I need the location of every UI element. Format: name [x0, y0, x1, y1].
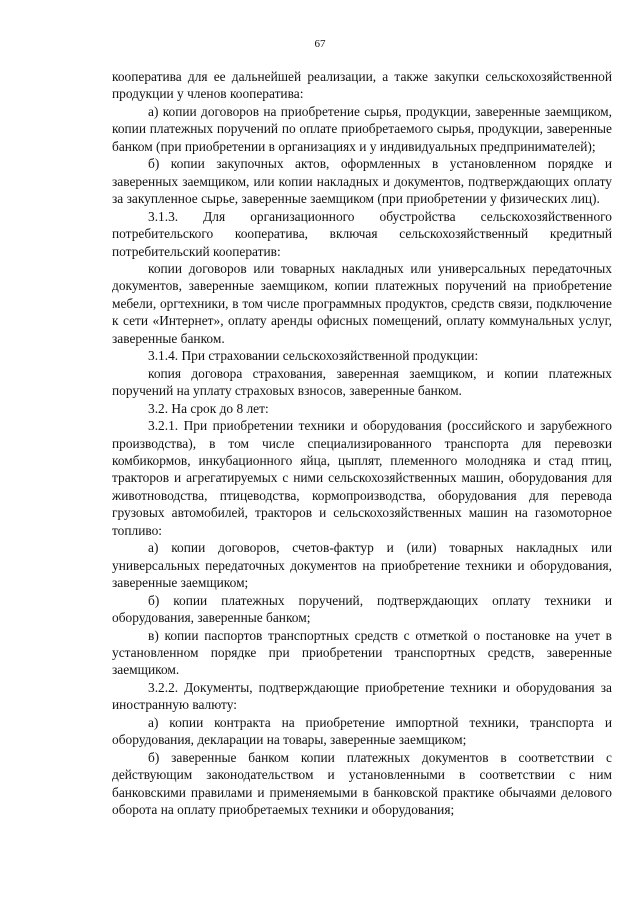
paragraph: а) копии контракта на приобретение импортной техники, транспорта и оборудования, декларации на товары, заверенные заемщиком;	[112, 714, 612, 748]
paragraph: копии договоров или товарных накладных или универсальных передаточных документов, заверенные заемщиком, копии платежных поручений на приобретение мебели, оргтехники, в том числе программных продуктов, средств связи, подключение к сети «Интернет», оплату аренды офисных помещений, оплату коммунальных услуг, заверенные банком.	[112, 260, 612, 346]
paragraph: б) копии платежных поручений, подтверждающих оплату техники и оборудования, заверенные банком;	[112, 592, 612, 626]
paragraph: 3.2.2. Документы, подтверждающие приобретение техники и оборудования за иностранную валюту:	[112, 679, 612, 713]
paragraph: а) копии договоров на приобретение сырья, продукции, заверенные заемщиком, копии платежных поручений по оплате приобретаемого сырья, продукции, заверенные банком (при приобретении в организациях и у индивидуальных предпринимателей);	[112, 103, 612, 154]
paragraph: 3.1.4. При страховании сельскохозяйственной продукции:	[148, 348, 479, 364]
paragraph: в) копии паспортов транспортных средств с отметкой о постановке на учет в установленном порядке при приобретении транспортных средств, заверенные заемщиком.	[112, 627, 612, 678]
paragraph: б) копии закупочных актов, оформленных в установленном порядке и заверенных заемщиком, или копии накладных и документов, подтверждающих оплату за закупленное сырье, заверенные заемщиком (при приобретении у физических лиц).	[112, 156, 612, 207]
document-body	[112, 68, 612, 818]
paragraph: а) копии договоров, счетов-фактур и (или) товарных накладных или универсальных передаточных документов на приобретение техники и оборудования, заверенные заемщиком;	[112, 540, 612, 591]
paragraph: 3.1.3. Для организационного обустройства сельскохозяйственного потребительского кооператива, включая сельскохозяйственный кредитный потребительский кооператив:	[112, 208, 612, 259]
paragraph: 3.2. На срок до 8 лет:	[148, 400, 269, 416]
paragraph: кооператива для ее дальнейшей реализации, а также закупки сельскохозяйственной продукции у членов кооператива:	[112, 69, 612, 102]
paragraph: 3.2.1. При приобретении техники и оборудования (российского и зарубежного производства), в том числе специализированного транспорта для перевозки комбикормов, инкубационного яйца, цыплят, племенного молодняка и стад птиц, тракторов и агрегатируемых с ними сельскохозяйственных машин, оборудования для животноводства, птицеводства, кормопроизводства, оборудования для перевода грузовых автомобилей, тракторов и сельскохозяйственных машин на газомоторное топливо:	[112, 418, 612, 538]
paragraph: б) заверенные банком копии платежных документов в соответствии с действующим законодательством и установленными в соответствии с ним банковскими правилами и применяемыми в банковской практике обычаями делового оборота на оплату приобретаемых техники и оборудования;	[112, 749, 612, 818]
paragraph: копия договора страхования, заверенная заемщиком, и копии платежных поручений на уплату страховых взносов, заверенные банком.	[112, 365, 612, 399]
page-number: 67	[314, 38, 326, 50]
